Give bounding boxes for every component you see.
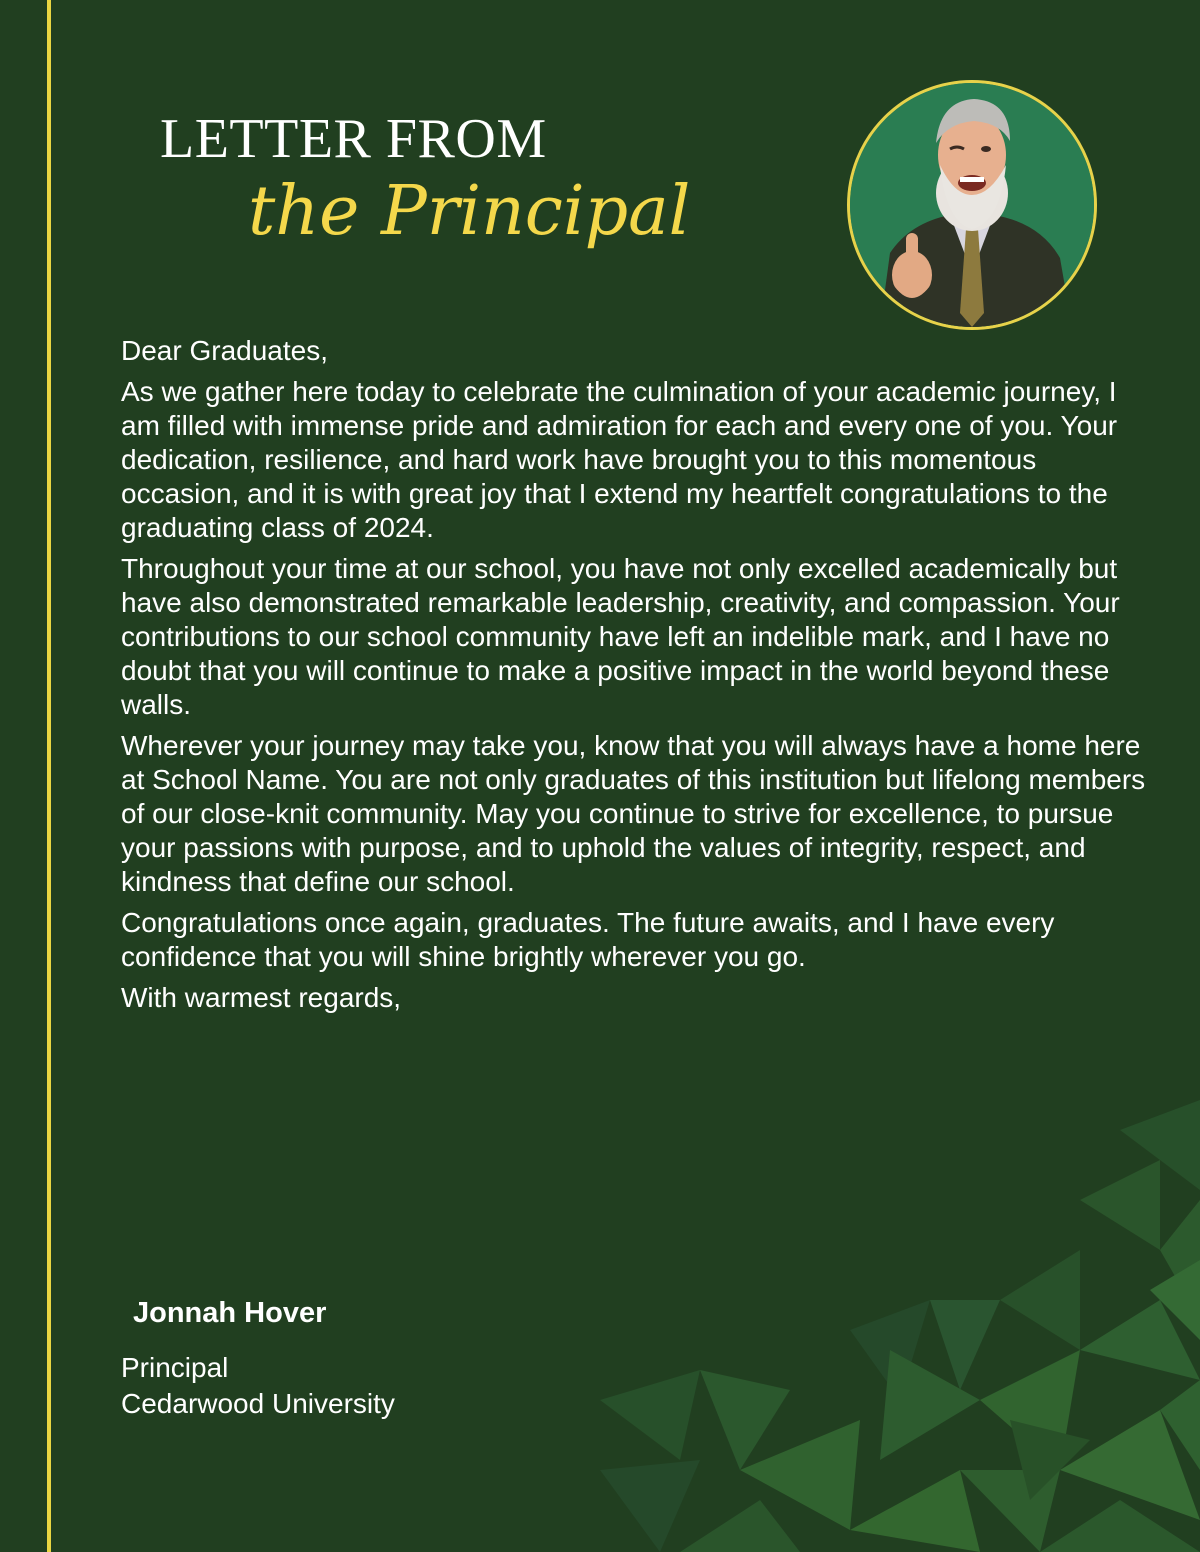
signature-name: Jonnah Hover xyxy=(133,1297,327,1329)
letter-paragraph: Throughout your time at our school, you have not only excelled academically but have also demonstrated remarkable leadership, creativity, and compassion. Your contributions to our school community have left an indelible mark, and I have no doubt that you will continue to make a positive impact in the world beyond these walls. xyxy=(121,553,1120,720)
letter-paragraph: Wherever your journey may take you, know that you will always have a home here at School Name. You are not only graduates of this institution but lifelong members of our close-knit community. May you continue to strive for excellence, to pursue your passions with purpose, and to uphold the values of integrity, respect, and kindness that define our school. xyxy=(121,730,1146,897)
letter-title-script: the Principal xyxy=(248,172,691,251)
left-accent-rule xyxy=(47,0,51,1552)
letter-body xyxy=(121,334,1146,1022)
signature-title: Principal xyxy=(121,1352,229,1383)
letter-paragraph: Congratulations once again, graduates. The future awaits, and I have every confidence that you will shine brightly wherever you go. xyxy=(121,907,1055,972)
letter-salutation: Dear Graduates, xyxy=(121,335,328,366)
principal-portrait xyxy=(847,80,1097,330)
signature-organization: Cedarwood University xyxy=(121,1388,395,1419)
letter-paragraph: As we gather here today to celebrate the culmination of your academic journey, I am filled with immense pride and admiration for each and every one of you. Your dedication, resilience, and hard work have brought you to this momentous occasion, and it is with great joy that I extend my heartfelt congratulations to the graduating class of 2024. xyxy=(121,376,1118,543)
letter-closing: With warmest regards, xyxy=(121,982,402,1013)
letter-title-top: LETTER FROM xyxy=(160,108,547,170)
